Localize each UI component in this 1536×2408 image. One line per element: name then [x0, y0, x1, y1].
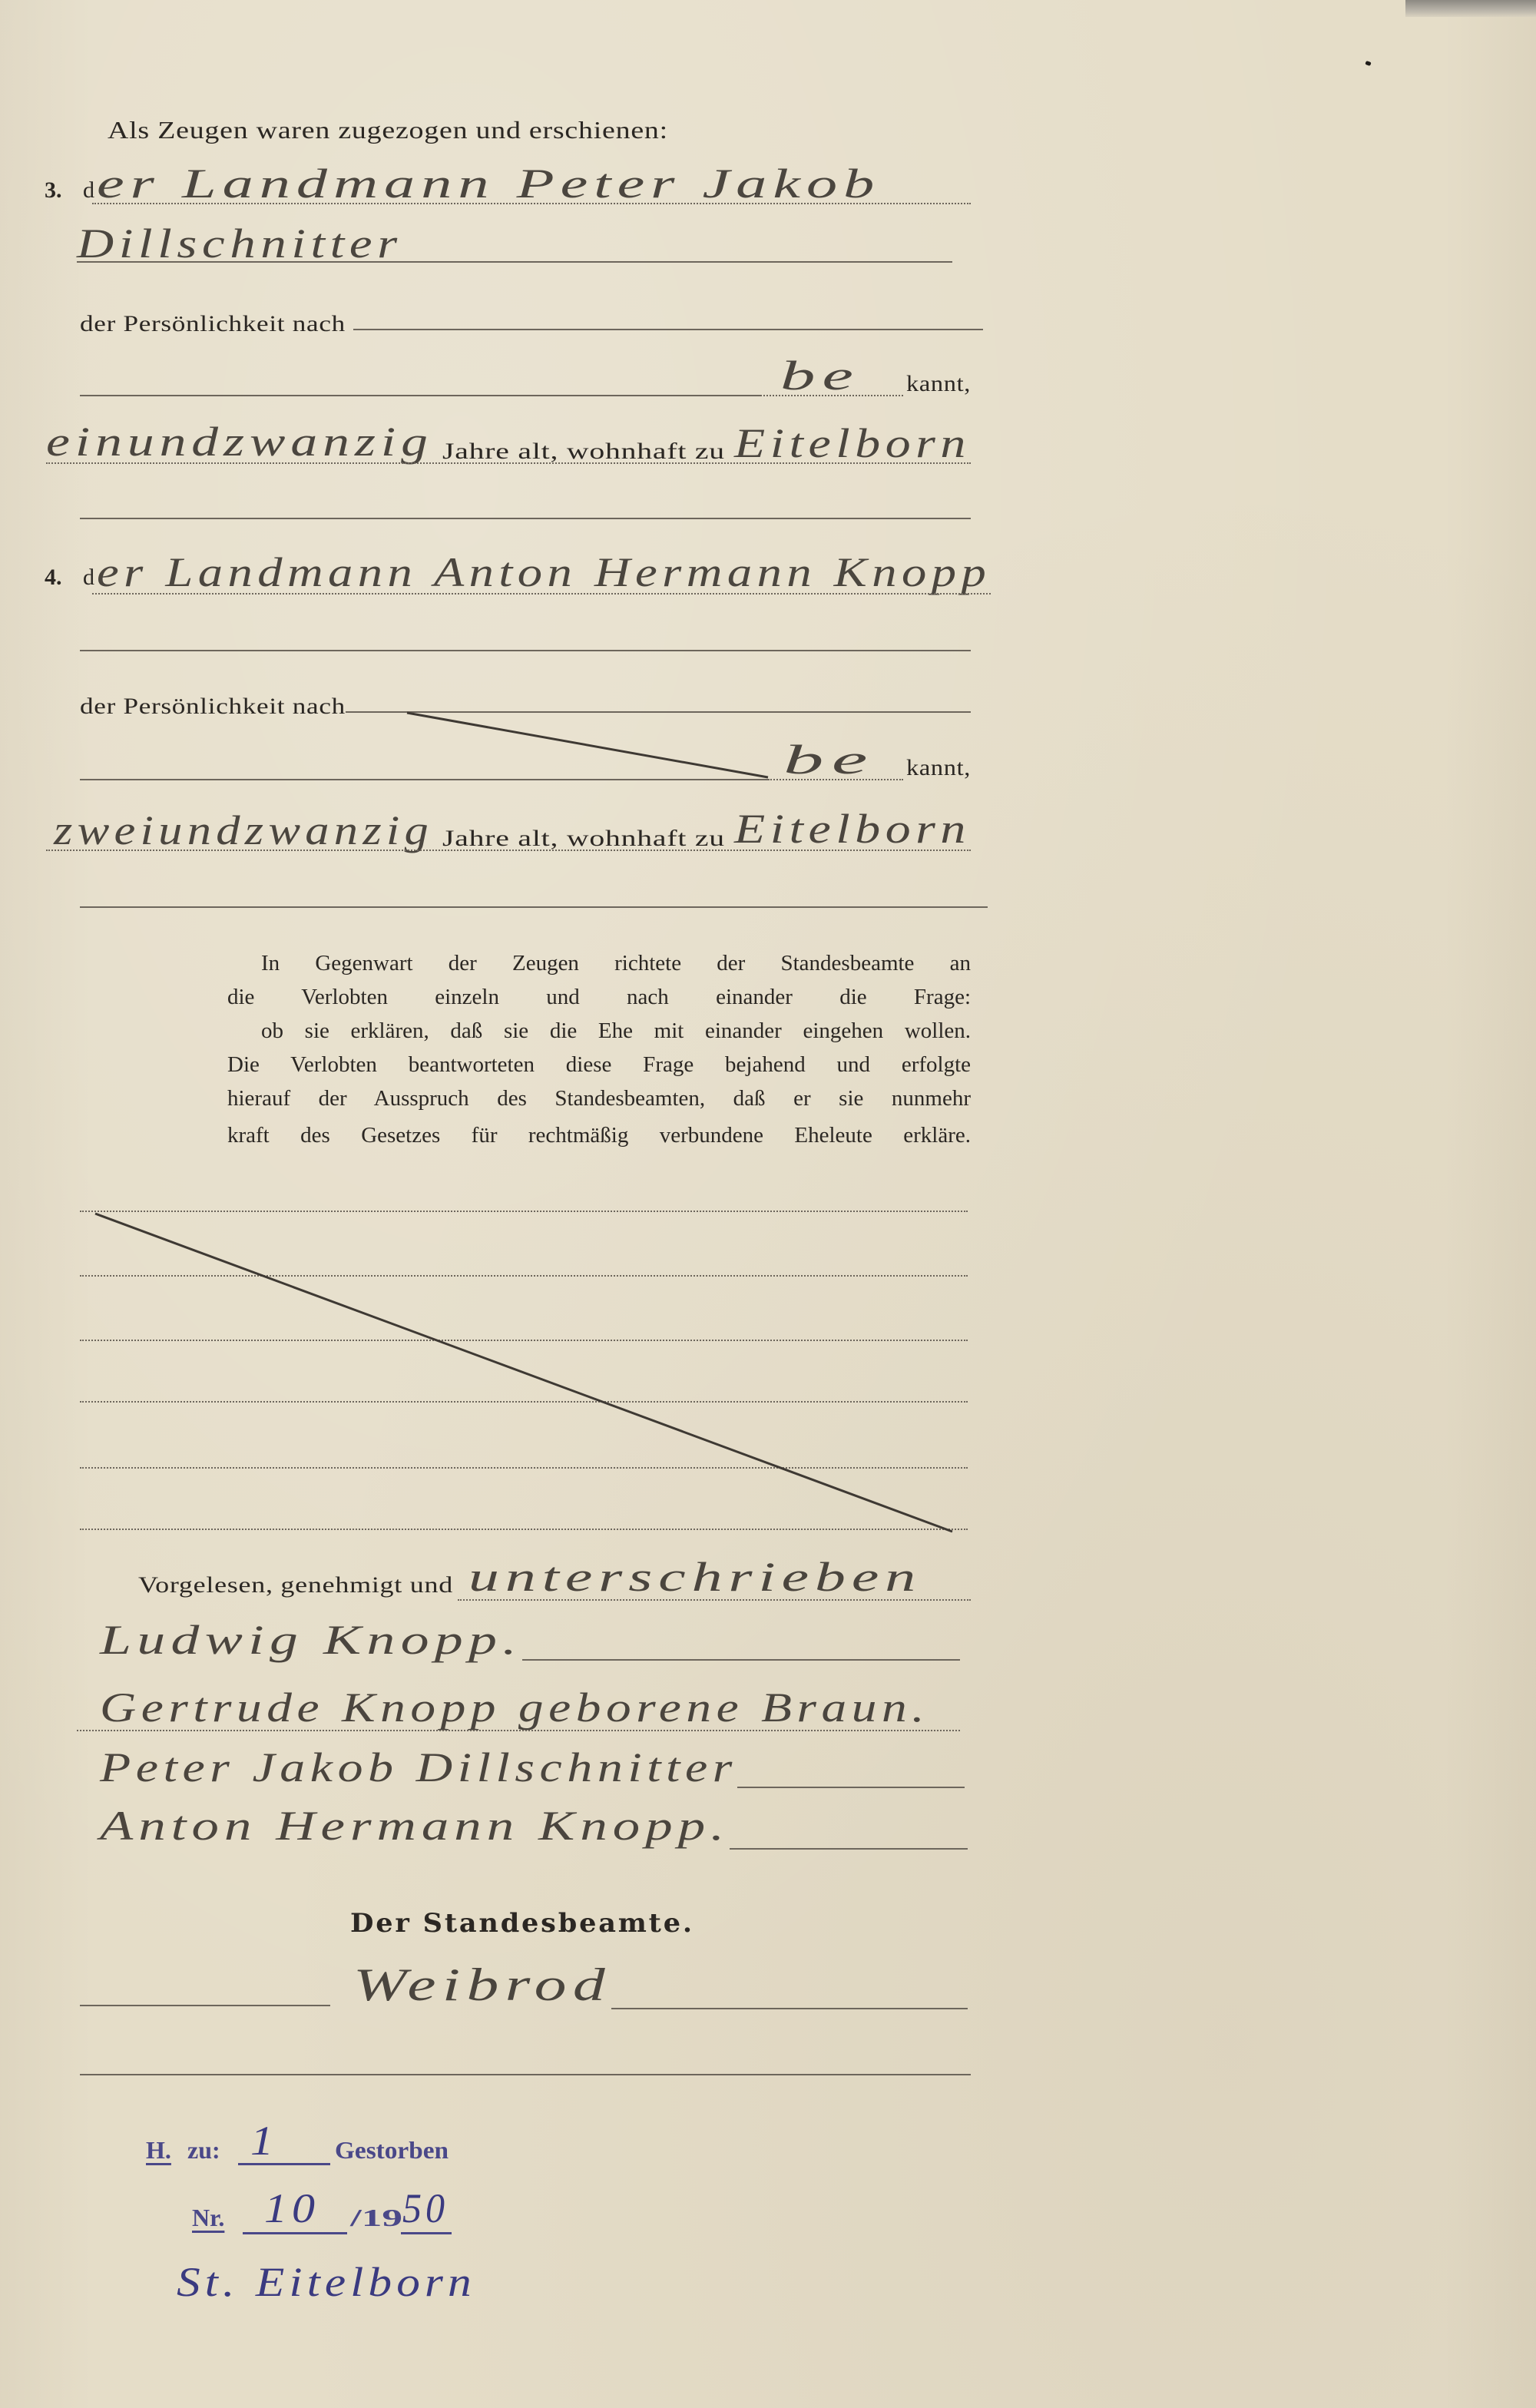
blank-dotted-line [80, 1275, 968, 1277]
registrar-title: Der Standesbeamte. [350, 1908, 694, 1939]
witness-surname-line [77, 261, 952, 263]
stamp-ref-number: 1 [250, 2118, 279, 2164]
known-printed: kannt, [906, 755, 971, 780]
article-prefix: d [83, 177, 95, 203]
witnesses-heading: Als Zeugen waren zugezogen und erschienen: [108, 116, 668, 144]
known-handwritten: be [780, 353, 860, 399]
identity-label: der Persönlichkeit nach [80, 311, 346, 336]
witness-separator-line [80, 518, 971, 519]
witness-residence: Eitelborn [734, 806, 971, 852]
known-line [768, 779, 903, 780]
identity-continuation-line [80, 395, 760, 396]
witness-age: zweiundzwanzig [54, 807, 434, 853]
stamp-year-prefix: /19 [350, 2204, 403, 2231]
witness-surname: Dillschnitter [77, 220, 402, 267]
registrar-line-left [80, 2005, 330, 2006]
blank-dotted-line [80, 1467, 968, 1469]
witness-surname-line [80, 650, 971, 651]
declaration-line: die Verlobten einzeln und nach einander die Frage: [227, 985, 971, 1009]
signature-witness-3: Peter Jakob Dillschnitter [100, 1744, 737, 1790]
stamp-nr-label: Nr. [192, 2204, 225, 2231]
signature-line [737, 1787, 965, 1788]
blank-dotted-line [80, 1401, 968, 1403]
witness-residence: Eitelborn [734, 420, 971, 466]
witness-4-strike-line [407, 713, 768, 777]
witness-separator-line [80, 906, 988, 908]
signature-line [730, 1848, 968, 1850]
age-residence-label: Jahre alt, wohnhaft zu [442, 439, 725, 464]
stamp-office: St. Eitelborn [177, 2259, 476, 2305]
signature-line [522, 1659, 960, 1661]
blank-section-strike-line [95, 1214, 952, 1532]
blank-dotted-line [80, 1211, 968, 1212]
witness-description: er Landmann Anton Hermann Knopp [97, 549, 991, 595]
known-handwritten: be [783, 737, 876, 783]
signature-line [77, 1730, 960, 1731]
witness-age: einundzwanzig [46, 419, 433, 465]
witness-number: 4. [45, 565, 62, 590]
stamp-nr-underline [243, 2232, 347, 2234]
stamp-nr-value: 10 [264, 2185, 320, 2231]
witness-description: er Landmann Peter Jakob [97, 161, 881, 207]
signature-bride: Gertrude Knopp geborene Braun. [100, 1684, 930, 1731]
known-line [760, 395, 903, 396]
registrar-line-right [611, 2008, 968, 2009]
witness-description-line [92, 203, 971, 204]
article-prefix: d [83, 565, 95, 590]
registrar-signature: Weibrod [353, 1959, 612, 2010]
stamp-ref-underline [238, 2163, 330, 2165]
declaration-line: Die Verlobten beantworteten diese Frage bejahend und erfolgte [227, 1052, 971, 1077]
blank-dotted-line [80, 1340, 968, 1341]
signed-handwritten: unterschrieben [468, 1554, 922, 1600]
declaration-line: kraft des Gesetzes für rechtmäßig verbundene Eheleute erkläre. [227, 1123, 971, 1148]
known-printed: kannt, [906, 371, 971, 396]
read-approved-label: Vorgelesen, genehmigt und [138, 1572, 453, 1598]
declaration-line: ob sie erklären, daß sie die Ehe mit einander eingehen wollen. [261, 1019, 971, 1043]
signature-groom: Ludwig Knopp. [100, 1617, 523, 1663]
signature-witness-4: Anton Hermann Knopp. [100, 1803, 730, 1849]
blank-dotted-line [80, 1529, 968, 1530]
identity-line [353, 329, 983, 330]
stamp-ref-type: Gestorben [335, 2136, 449, 2164]
identity-line [346, 711, 971, 713]
identity-label: der Persönlichkeit nach [80, 694, 346, 719]
age-residence-label: Jahre alt, wohnhaft zu [442, 826, 725, 851]
witness-number: 3. [45, 177, 62, 203]
witness-description-line [92, 593, 991, 595]
stamp-year-suffix: 50 [402, 2185, 449, 2231]
identity-continuation-line [80, 779, 768, 780]
closing-line [80, 2074, 971, 2075]
ink-speck [1365, 61, 1371, 66]
declaration-line: In Gegenwart der Zeugen richtete der Standesbeamte an [261, 951, 971, 975]
stamp-year-underline [401, 2232, 452, 2234]
stamp-ref-label: zu: [187, 2136, 220, 2164]
declaration-line: hierauf der Ausspruch des Standesbeamten, daß er sie nunmehr [227, 1086, 971, 1111]
age-residence-line [46, 850, 971, 851]
page-edge [1405, 0, 1536, 17]
signed-line [458, 1599, 971, 1601]
stamp-letter: H. [146, 2136, 171, 2164]
age-residence-line [46, 462, 971, 464]
